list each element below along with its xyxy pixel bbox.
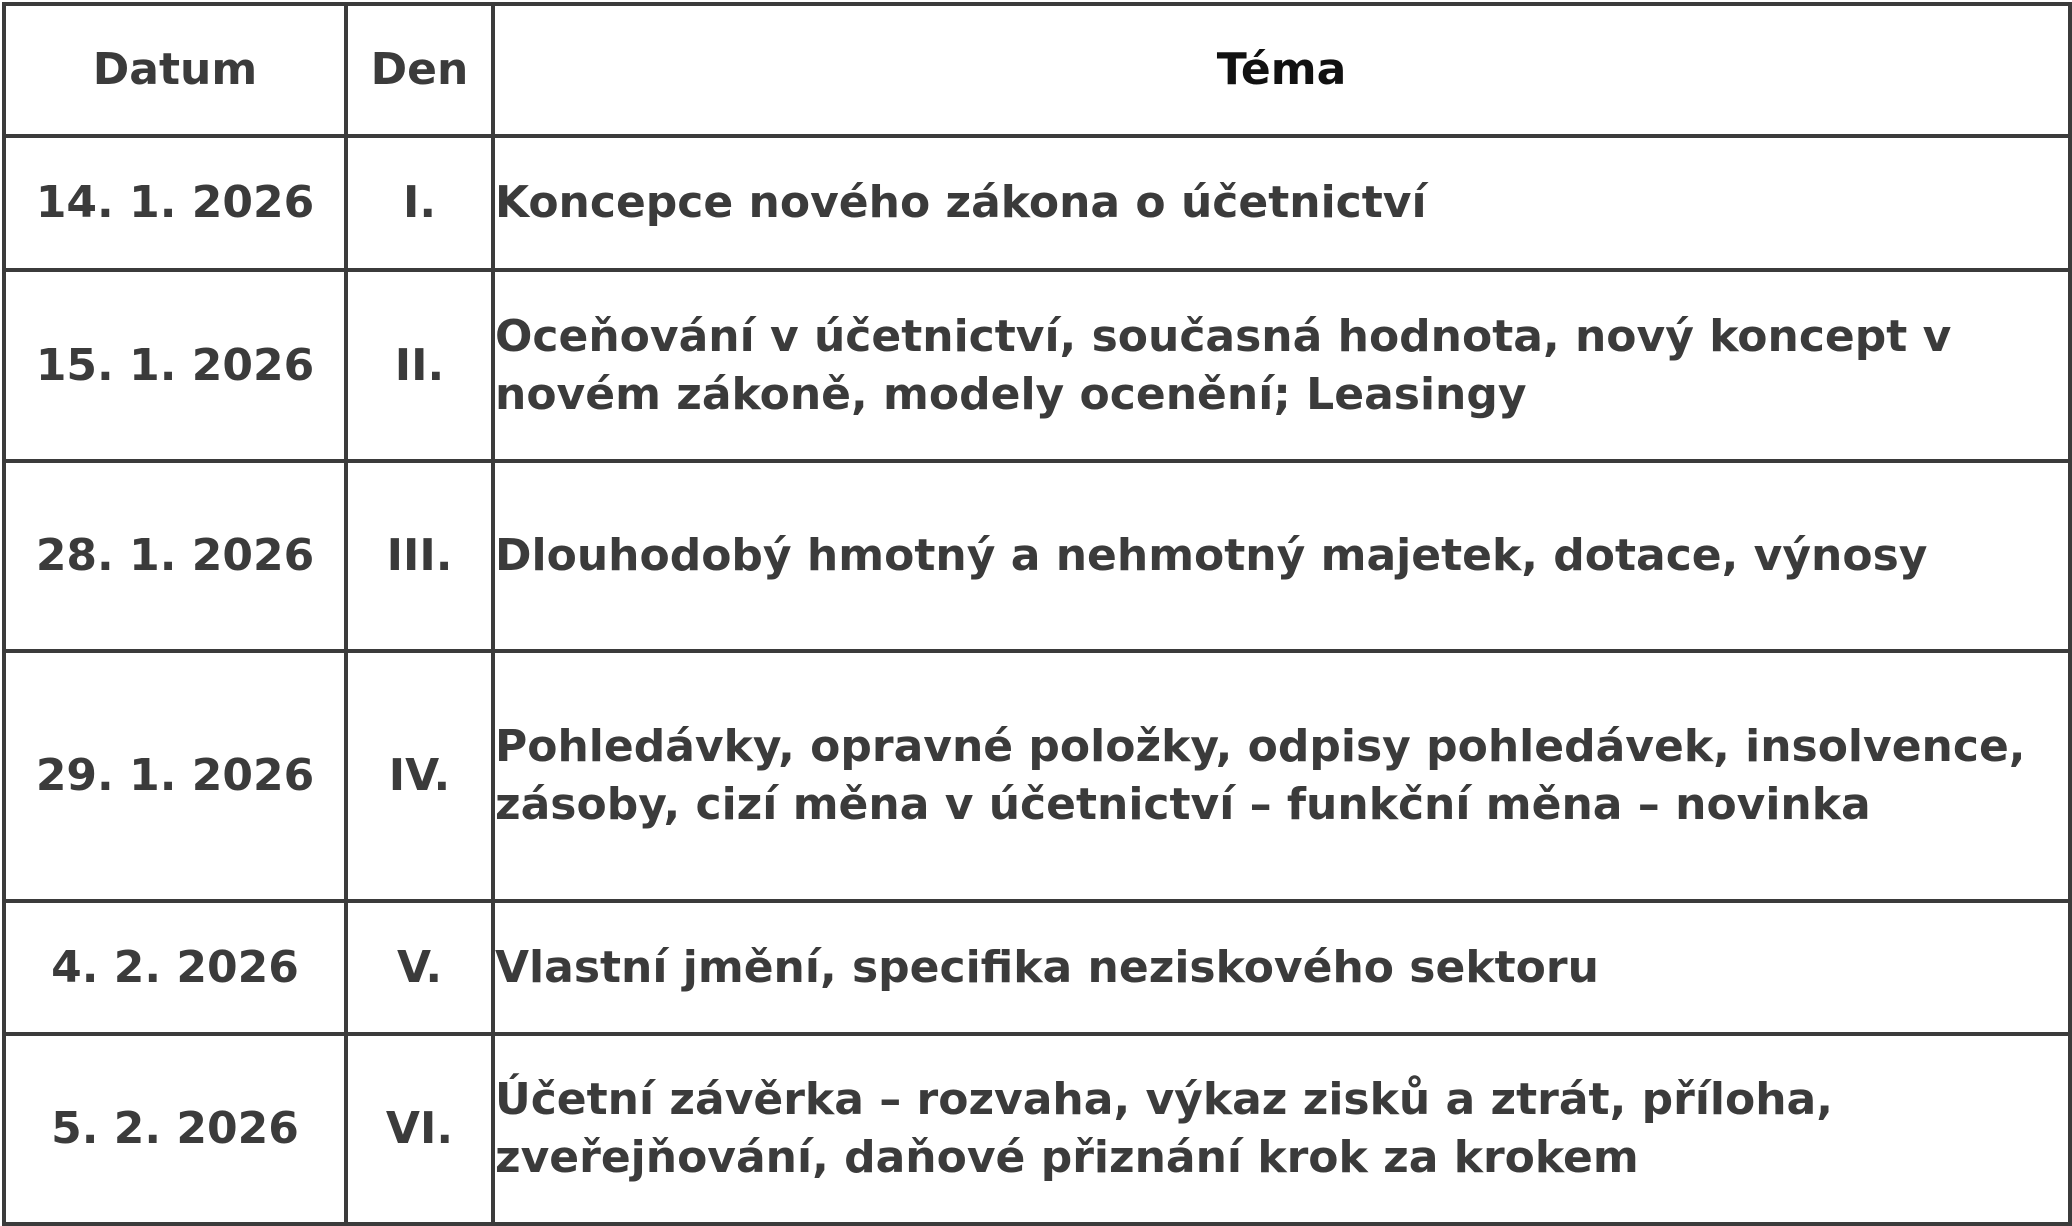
table-row xyxy=(4,651,2070,901)
cell-date: 4. 2. 2026 xyxy=(4,901,346,1034)
cell-topic: Pohledávky, opravné položky, odpisy pohledávek, insolvence, zásoby, cizí měna v účetnictví – funkční měna – novinka xyxy=(493,651,2070,901)
cell-date: 5. 2. 2026 xyxy=(4,1034,346,1224)
header-date: Datum xyxy=(4,4,346,136)
cell-topic: Koncepce nového zákona o účetnictví xyxy=(493,136,2070,270)
cell-topic: Vlastní jmění, specifika neziskového sektoru xyxy=(493,901,2070,1034)
cell-day: VI. xyxy=(346,1034,493,1224)
header-day: Den xyxy=(346,4,493,136)
cell-date: 15. 1. 2026 xyxy=(4,270,346,461)
cell-day: III. xyxy=(346,461,493,651)
cell-topic: Oceňování v účetnictví, současná hodnota, nový koncept v novém zákoně, modely ocenění; Leasingy xyxy=(493,270,2070,461)
cell-topic: Účetní závěrka – rozvaha, výkaz zisků a ztrát, příloha, zveřejňování, daňové přiznání krok za krokem xyxy=(493,1034,2070,1224)
cell-date: 14. 1. 2026 xyxy=(4,136,346,270)
table-header-row xyxy=(4,4,2070,136)
cell-date: 29. 1. 2026 xyxy=(4,651,346,901)
table-row xyxy=(4,270,2070,461)
table-row xyxy=(4,461,2070,651)
cell-topic: Dlouhodobý hmotný a nehmotný majetek, dotace, výnosy xyxy=(493,461,2070,651)
cell-day: II. xyxy=(346,270,493,461)
cell-day: I. xyxy=(346,136,493,270)
header-topic: Téma xyxy=(493,4,2070,136)
cell-date: 28. 1. 2026 xyxy=(4,461,346,651)
cell-day: IV. xyxy=(346,651,493,901)
table-row xyxy=(4,1034,2070,1224)
schedule-table xyxy=(2,2,2072,1226)
table-row xyxy=(4,901,2070,1034)
table-row xyxy=(4,136,2070,270)
cell-day: V. xyxy=(346,901,493,1034)
